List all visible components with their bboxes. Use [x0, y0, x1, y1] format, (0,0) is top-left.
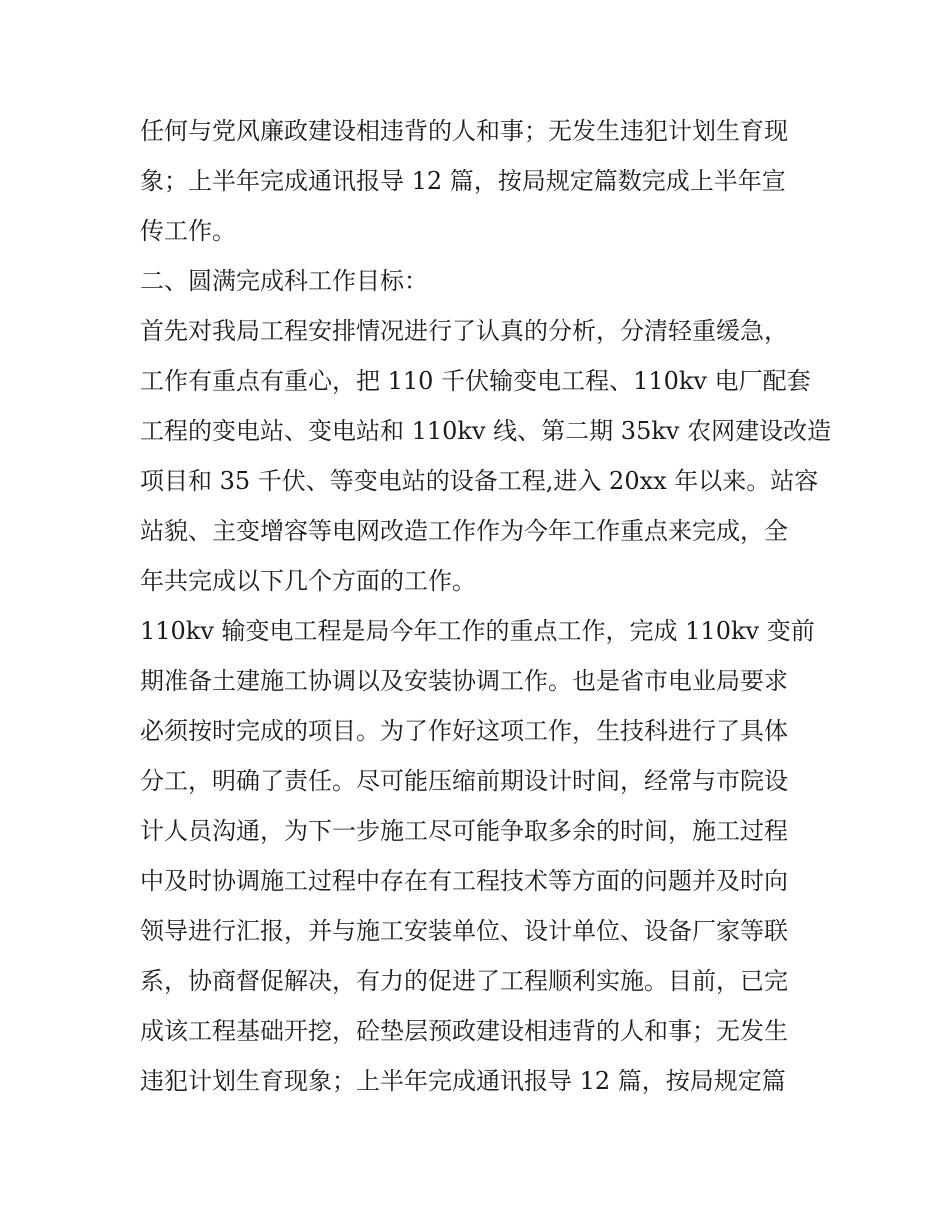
text-line: 领导进行汇报，并与施工安装单位、设计单位、设备厂家等联	[140, 917, 788, 945]
text-line: 分工，明确了责任。尽可能压缩前期设计时间，经常与市院设	[140, 767, 788, 795]
text-line: 系，协商督促解决，有力的促进了工程顺利实施。目前，已完	[140, 967, 788, 995]
text-line: 年共完成以下几个方面的工作。	[140, 567, 476, 595]
text-line: 必须按时完成的项目。为了作好这项工作，生技科进行了具体	[140, 717, 788, 745]
text-line: 期准备土建施工协调以及安装协调工作。也是省市电业局要求	[140, 667, 788, 695]
text-line: 传工作。	[140, 217, 236, 245]
text-line: 成该工程基础开挖，砼垫层预政建设相违背的人和事；无发生	[140, 1017, 788, 1045]
text-line: 计人员沟通，为下一步施工尽可能争取多余的时间，施工过程	[140, 817, 788, 845]
text-line: 中及时协调施工过程中存在有工程技术等方面的问题并及时向	[140, 867, 788, 895]
text-line: 象；上半年完成通讯报导 12 篇，按局规定篇数完成上半年宣	[140, 167, 786, 195]
text-line: 项目和 35 千伏、等变电站的设备工程,进入 20xx 年以来。站容	[140, 467, 819, 495]
text-line: 首先对我局工程安排情况进行了认真的分析，分清轻重缓急，	[140, 317, 788, 345]
text-line: 违犯计划生育现象；上半年完成通讯报导 12 篇，按局规定篇	[140, 1067, 786, 1095]
text-line: 站貌、主变增容等电网改造工作作为今年工作重点来完成，全	[140, 517, 788, 545]
text-line: 110kv 输变电工程是局今年工作的重点工作，完成 110kv 变前	[140, 617, 815, 645]
text-line: 工作有重点有重心，把 110 千伏输变电工程、110kv 电厂配套	[140, 367, 811, 395]
text-line: 任何与党风廉政建设相违背的人和事；无发生违犯计划生育现	[140, 117, 788, 145]
text-line: 工程的变电站、变电站和 110kv 线、第二期 35kv 农网建设改造	[140, 417, 832, 445]
section-heading: 二、圆满完成科工作目标：	[140, 267, 428, 295]
